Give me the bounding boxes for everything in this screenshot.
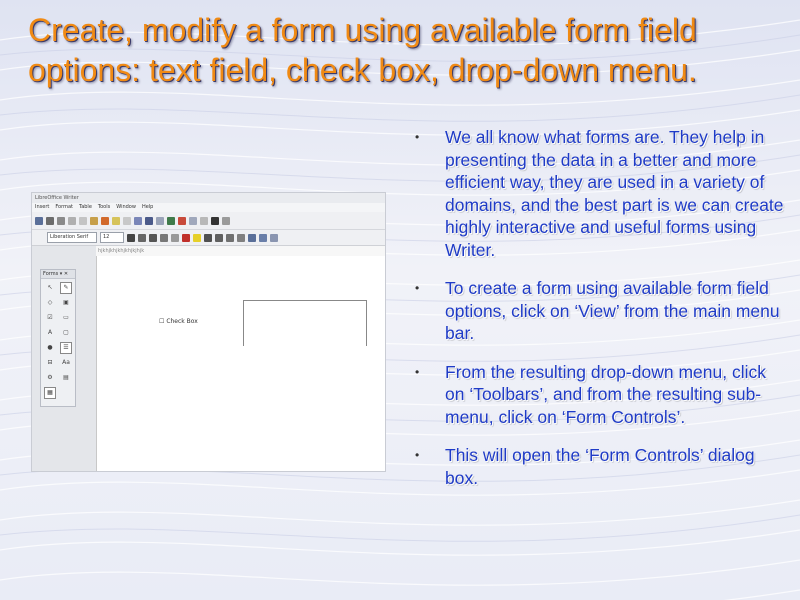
- justify-icon: [237, 234, 245, 242]
- list-item: [415, 361, 785, 429]
- clone-icon: [101, 217, 109, 225]
- bullet-icon: •: [415, 448, 420, 462]
- font-color-icon: [182, 234, 190, 242]
- text-box-control: [243, 300, 367, 346]
- bold-icon: [127, 234, 135, 242]
- field-icon: [200, 217, 208, 225]
- table-icon: [156, 217, 164, 225]
- italic-icon: [138, 234, 146, 242]
- bullet-icon: •: [415, 281, 420, 295]
- control-wizard-icon: ◇: [47, 299, 53, 306]
- more-controls-icon: ▦: [44, 387, 56, 399]
- align-left-icon: [204, 234, 212, 242]
- slide-title: Create, modify a form using available form field options: text field, check box, drop-down menu.: [28, 12, 697, 88]
- text-box-control-icon: ▭: [63, 314, 69, 321]
- special-character-icon: [211, 217, 219, 225]
- option-button-icon: ●: [47, 344, 53, 351]
- superscript-icon: [171, 234, 179, 242]
- formatting-toolbar: [32, 230, 385, 246]
- form-controls-panel-title: Forms ▾ ✕: [41, 270, 75, 279]
- paste-icon: [90, 217, 98, 225]
- bullet-text: We all know what forms are. They help in presenting the data in a better and more efficient way, they are used in a variety of domains, and the best part is we can create highly interactive and useful forms using Writer.: [445, 127, 784, 260]
- bullet-text: This will open the ‘Form Controls’ dialog box.: [445, 445, 755, 488]
- menu-item-format: Format: [55, 204, 73, 210]
- bullet-icon: •: [415, 364, 420, 379]
- menu-item-window: Window: [116, 204, 136, 210]
- list-box-icon: ☰: [60, 342, 72, 354]
- copy-icon: [79, 217, 87, 225]
- highlight-icon: [193, 234, 201, 242]
- combo-box-icon: ⊟: [47, 359, 53, 366]
- strikethrough-icon: [160, 234, 168, 242]
- window-title: LibreOffice Writer: [32, 193, 385, 203]
- group-box-icon: Aa: [62, 359, 70, 366]
- indent-icon: [270, 234, 278, 242]
- menu-item-table: Table: [78, 204, 92, 210]
- align-center-icon: [215, 234, 223, 242]
- bullet-text: To create a form using available form field options, click on ‘View’ from the main menu bar.: [445, 278, 780, 343]
- pointer-icon: ↖: [47, 284, 53, 291]
- form-controls-panel: [40, 269, 76, 407]
- check-box-control: [159, 318, 198, 325]
- undo-icon: [112, 217, 120, 225]
- list-item: [415, 277, 785, 345]
- print-preview-icon: [57, 217, 65, 225]
- bullet-text: From the resulting drop-down menu, click on ‘Toolbars’, and from the resulting sub-menu, click on ‘Form Controls’.: [445, 361, 766, 427]
- libreoffice-writer-screenshot: [31, 192, 386, 472]
- print-icon: [46, 217, 54, 225]
- text-box-icon: [189, 217, 197, 225]
- chart-icon: [178, 217, 186, 225]
- bullet-icon: •: [415, 130, 420, 144]
- formatting-marks-icon: [145, 217, 153, 225]
- document-page: [96, 256, 385, 471]
- image-icon: [167, 217, 175, 225]
- page-margin: [96, 256, 97, 471]
- list-item: [415, 126, 785, 261]
- menu-bar: [32, 203, 385, 212]
- label-field-icon: A: [47, 329, 53, 336]
- cut-icon: [68, 217, 76, 225]
- menu-item-tools: Tools: [97, 204, 111, 210]
- font-name-box: Liberation Serif: [47, 232, 97, 243]
- check-box-icon: ☑: [47, 314, 53, 321]
- form-design-icon: ▣: [63, 299, 69, 306]
- numbered-list-icon: [259, 234, 267, 242]
- design-mode-icon: ✎: [60, 282, 72, 294]
- bullet-list: [415, 126, 785, 505]
- checkbox-icon: ☐: [159, 318, 165, 325]
- standard-toolbar: [32, 212, 385, 230]
- spellcheck-icon: [134, 217, 142, 225]
- hyperlink-icon: [222, 217, 230, 225]
- checkbox-label: Check Box: [166, 318, 198, 325]
- menu-item-help: Help: [141, 204, 154, 210]
- list-item: [415, 444, 785, 489]
- align-right-icon: [226, 234, 234, 242]
- underline-icon: [149, 234, 157, 242]
- menu-item-insert: Insert: [35, 204, 50, 210]
- properties-icon: ▤: [63, 374, 69, 381]
- push-button-icon: ▢: [63, 329, 69, 336]
- font-size-box: 12: [100, 232, 124, 243]
- ruler: hjkhjkhjkhjkhjkjhjk: [96, 246, 385, 257]
- redo-icon: [123, 217, 131, 225]
- save-icon: [35, 217, 43, 225]
- list-icon: [248, 234, 256, 242]
- form-navigator-icon: ⚙: [47, 374, 53, 381]
